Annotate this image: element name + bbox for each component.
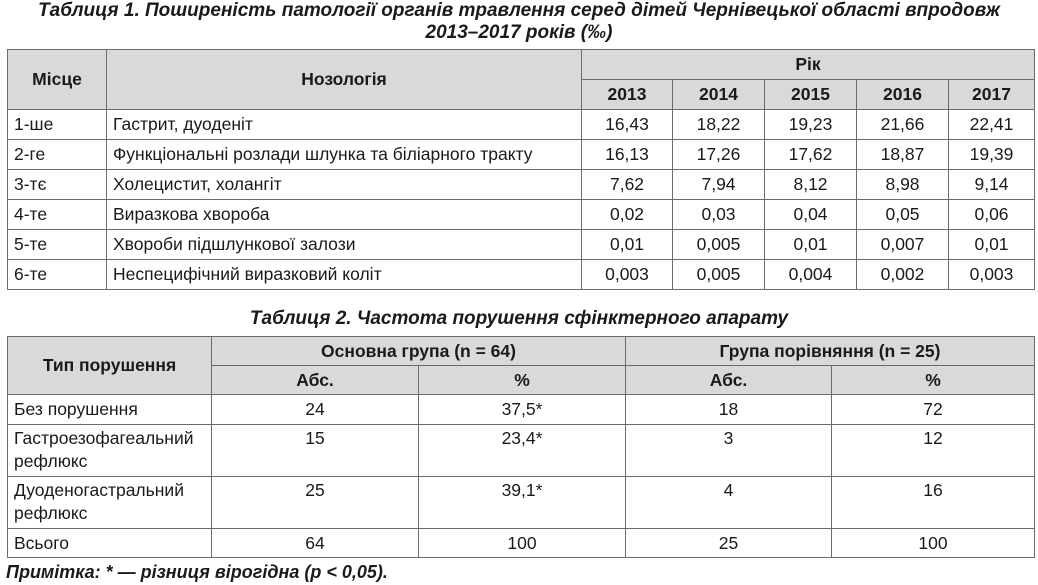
comparison-abs-cell: 25	[626, 529, 832, 558]
value-cell: 17,26	[673, 140, 765, 170]
value-cell: 0,06	[949, 200, 1035, 230]
comparison-pct-cell: 16	[832, 477, 1035, 529]
value-cell: 0,03	[673, 200, 765, 230]
value-cell: 0,003	[582, 260, 673, 290]
place-cell: 6-те	[8, 260, 107, 290]
value-cell: 0,01	[949, 230, 1035, 260]
comparison-pct-cell: 72	[832, 395, 1035, 425]
place-cell: 5-те	[8, 230, 107, 260]
header-main-abs: Абс.	[212, 366, 419, 395]
value-cell: 0,02	[582, 200, 673, 230]
header-year-2013: 2013	[582, 80, 673, 110]
place-cell: 1-ше	[8, 110, 107, 140]
value-cell: 17,62	[765, 140, 857, 170]
value-cell: 7,62	[582, 170, 673, 200]
value-cell: 0,005	[673, 230, 765, 260]
main-pct-cell: 23,4*	[419, 425, 626, 477]
comparison-pct-cell: 12	[832, 425, 1035, 477]
table2-row	[8, 477, 1035, 529]
nosology-cell: Функціональні розлади шлунка та біліарного тракту	[107, 140, 582, 170]
header-main-group: Основна група (n = 64)	[212, 337, 626, 366]
value-cell: 19,39	[949, 140, 1035, 170]
header-year-2017: 2017	[949, 80, 1035, 110]
table1-row	[8, 200, 1035, 230]
type-cell: Без порушення	[8, 395, 212, 425]
value-cell: 18,87	[857, 140, 949, 170]
value-cell: 16,43	[582, 110, 673, 140]
footnote: Примітка: * — різниця вірогідна (p < 0,05).	[6, 562, 388, 582]
main-pct-cell: 39,1*	[419, 477, 626, 529]
comparison-pct-cell: 100	[832, 529, 1035, 558]
value-cell: 0,04	[765, 200, 857, 230]
header-year: Рік	[582, 50, 1035, 80]
table2-row	[8, 395, 1035, 425]
value-cell: 0,01	[765, 230, 857, 260]
value-cell: 16,13	[582, 140, 673, 170]
table1-caption-line1: Таблиця 1. Поширеність патології органів травлення серед дітей Чернівецької області впродовж	[38, 0, 1000, 21]
type-cell: Дуоденогастральний рефлюкс	[8, 477, 212, 529]
place-cell: 4-те	[8, 200, 107, 230]
value-cell: 9,14	[949, 170, 1035, 200]
comparison-abs-cell: 4	[626, 477, 832, 529]
value-cell: 0,005	[673, 260, 765, 290]
table2-caption: Таблиця 2. Частота порушення сфінктерного апарату	[249, 308, 789, 329]
nosology-cell: Холецистит, холангіт	[107, 170, 582, 200]
header-comparison-abs: Абс.	[626, 366, 832, 395]
nosology-cell: Неспецифічний виразковий коліт	[107, 260, 582, 290]
header-year-2014: 2014	[673, 80, 765, 110]
value-cell: 0,003	[949, 260, 1035, 290]
value-cell: 0,002	[857, 260, 949, 290]
type-cell: Гастроезофагеальний рефлюкс	[8, 425, 212, 477]
table1-caption-line2: 2013–2017 років (‰)	[425, 22, 613, 43]
main-pct-cell: 100	[419, 529, 626, 558]
value-cell: 22,41	[949, 110, 1035, 140]
nosology-cell: Гастрит, дуоденіт	[107, 110, 582, 140]
value-cell: 0,01	[582, 230, 673, 260]
nosology-cell: Хвороби підшлункової залози	[107, 230, 582, 260]
main-abs-cell: 15	[212, 425, 419, 477]
value-cell: 8,98	[857, 170, 949, 200]
header-type: Тип порушення	[8, 337, 212, 395]
value-cell: 0,004	[765, 260, 857, 290]
value-cell: 0,007	[857, 230, 949, 260]
table1-row	[8, 170, 1035, 200]
table2-row	[8, 425, 1035, 477]
value-cell: 19,23	[765, 110, 857, 140]
header-nosology: Нозологія	[107, 50, 582, 110]
header-comparison-pct: %	[832, 366, 1035, 395]
main-abs-cell: 64	[212, 529, 419, 558]
value-cell: 21,66	[857, 110, 949, 140]
type-cell: Всього	[8, 529, 212, 558]
table1	[7, 49, 1035, 290]
comparison-abs-cell: 3	[626, 425, 832, 477]
place-cell: 2-ге	[8, 140, 107, 170]
header-main-pct: %	[419, 366, 626, 395]
main-abs-cell: 24	[212, 395, 419, 425]
table1-row	[8, 140, 1035, 170]
header-year-2016: 2016	[857, 80, 949, 110]
main-abs-cell: 25	[212, 477, 419, 529]
table1-caption	[0, 0, 1038, 44]
comparison-abs-cell: 18	[626, 395, 832, 425]
main-pct-cell: 37,5*	[419, 395, 626, 425]
header-comparison-group: Група порівняння (n = 25)	[626, 337, 1035, 366]
header-year-2015: 2015	[765, 80, 857, 110]
table1-row	[8, 230, 1035, 260]
value-cell: 8,12	[765, 170, 857, 200]
value-cell: 7,94	[673, 170, 765, 200]
nosology-cell: Виразкова хвороба	[107, 200, 582, 230]
table1-row	[8, 260, 1035, 290]
table1-row	[8, 110, 1035, 140]
value-cell: 18,22	[673, 110, 765, 140]
table2-row	[8, 529, 1035, 558]
table2	[7, 336, 1035, 558]
place-cell: 3-тє	[8, 170, 107, 200]
value-cell: 0,05	[857, 200, 949, 230]
header-place: Місце	[8, 50, 107, 110]
